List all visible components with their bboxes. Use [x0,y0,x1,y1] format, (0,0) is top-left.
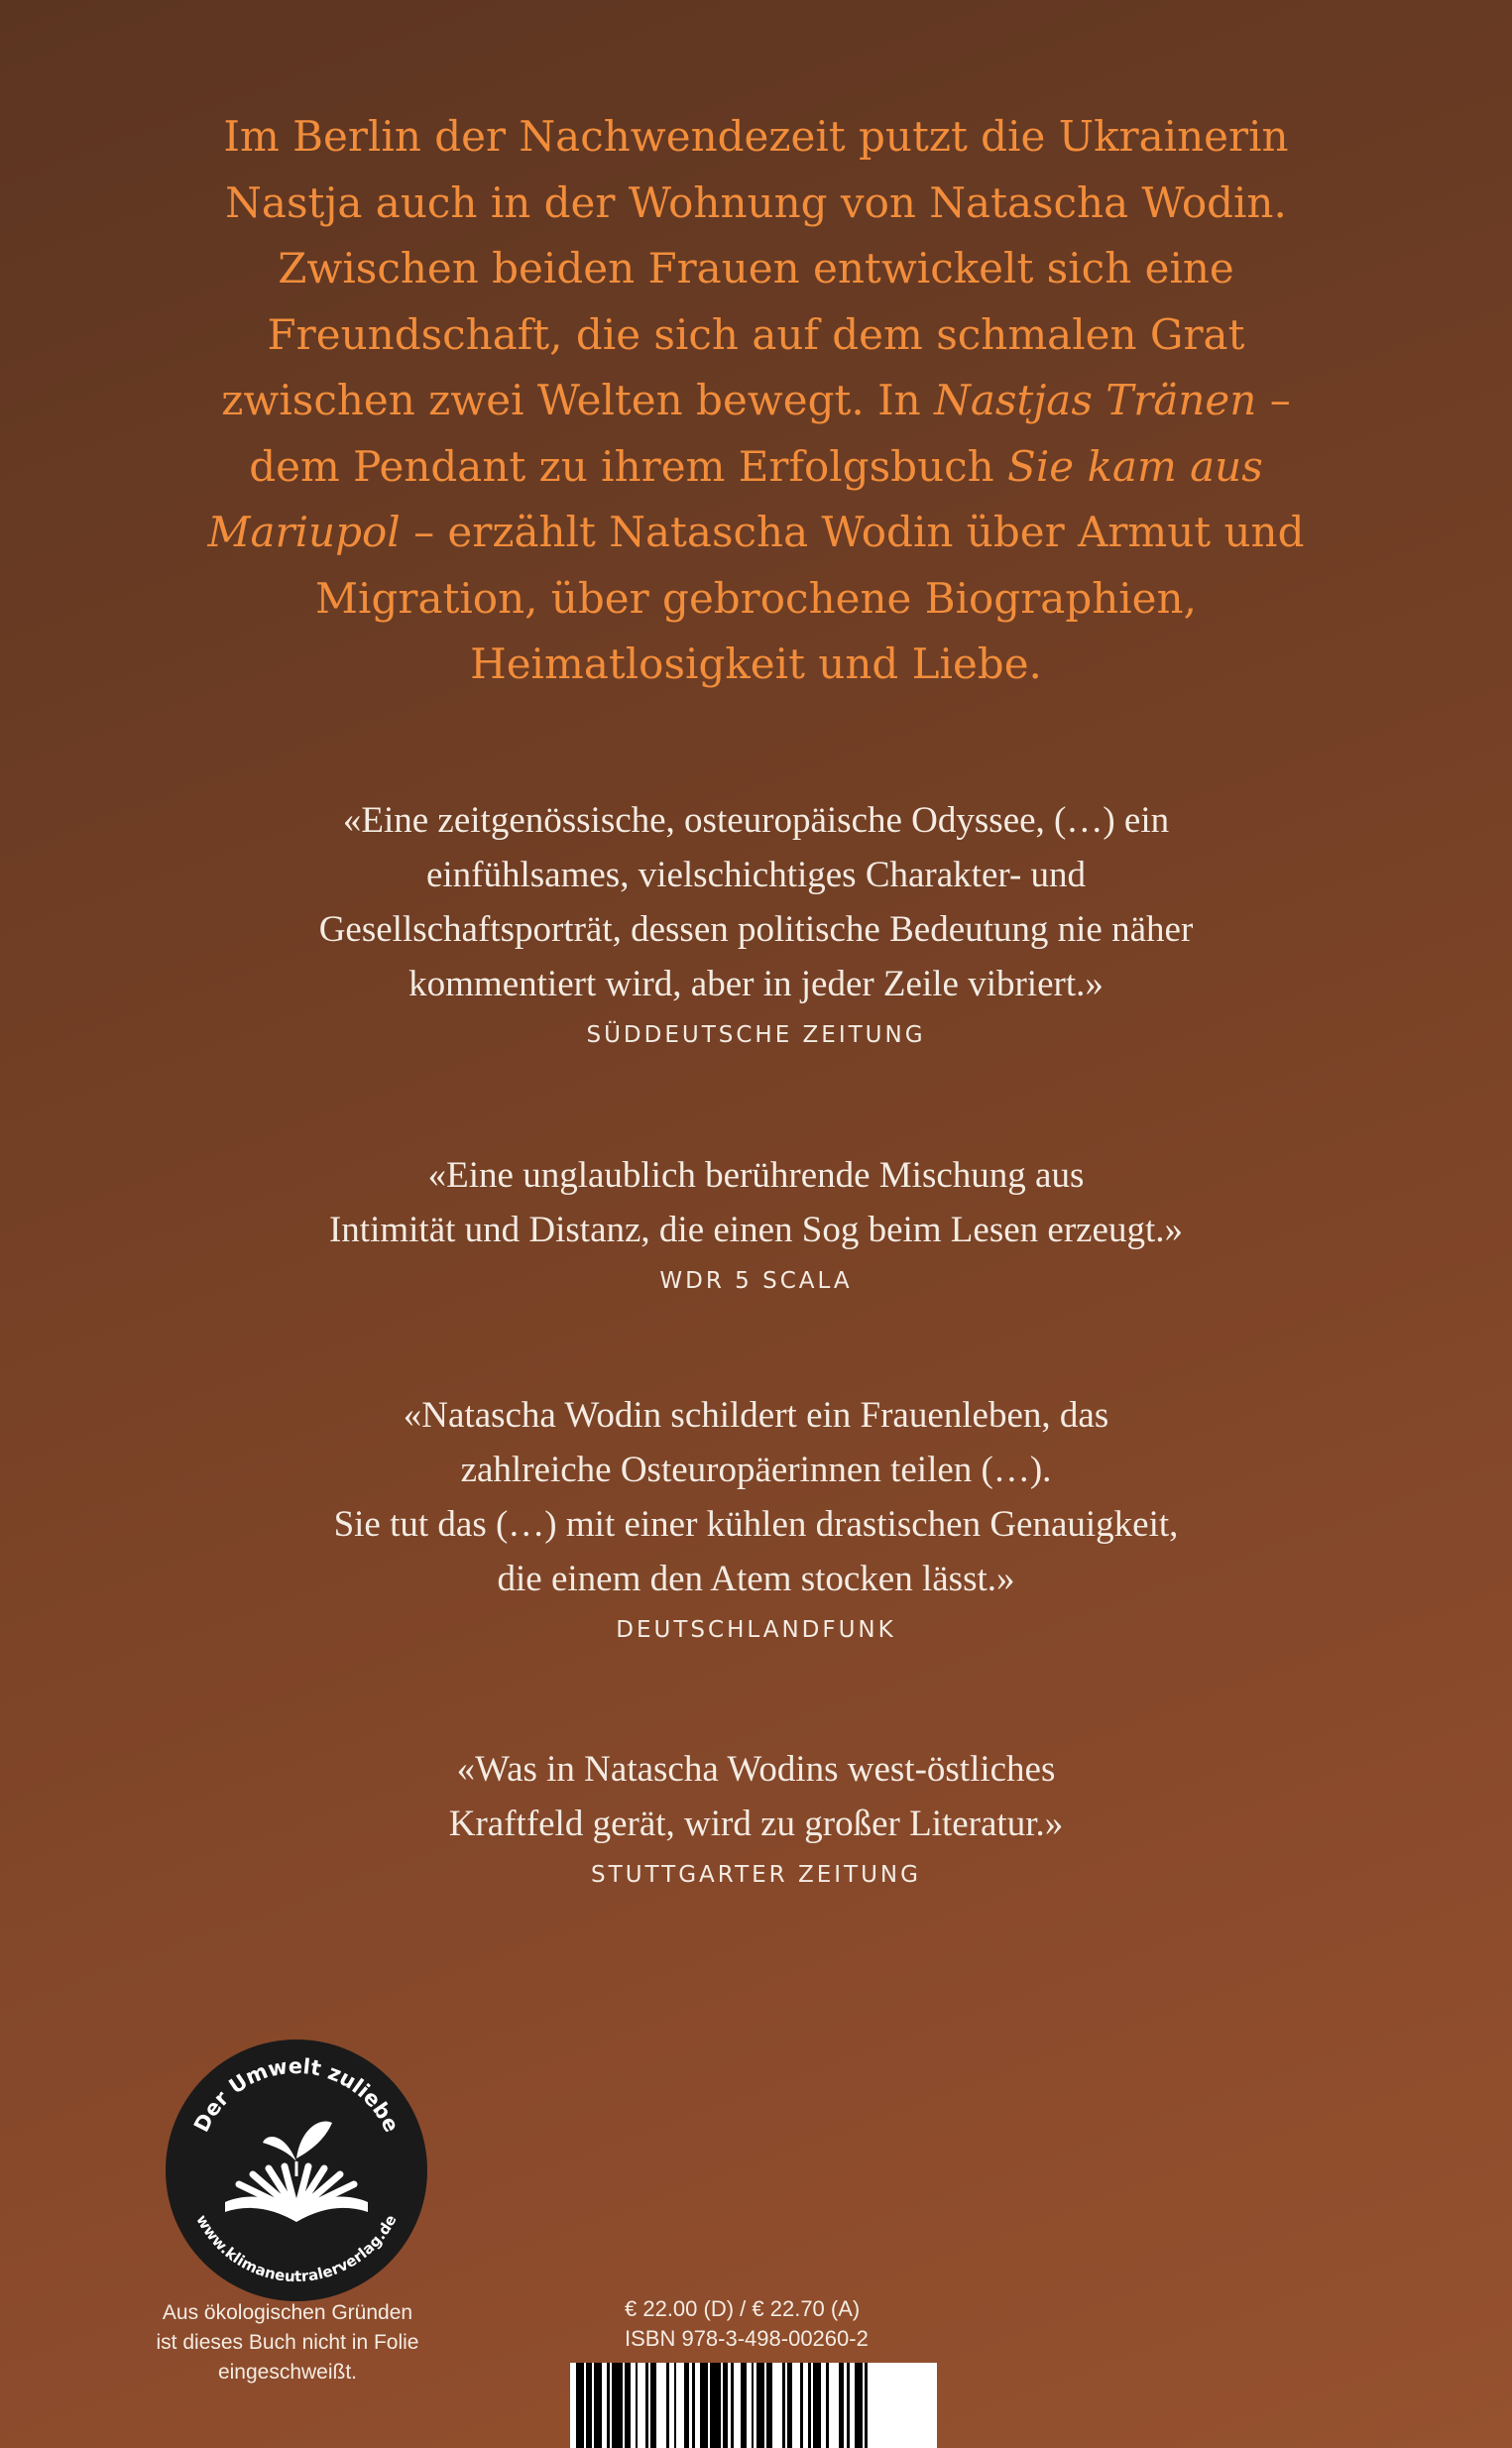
barcode [570,2363,937,2448]
quote-line: Gesellschaftsporträt, dessen politische Bedeutung nie näher [318,909,1194,950]
quote-line: «Eine unglaublich berührende Mischung aus [427,1155,1085,1196]
blurb-part-3: – erzählt Natascha Wodin über Armut und Migration, über gebrochene Biographien, Heimatlosigkeit und Liebe. [315,508,1305,688]
barcode-bar [766,2363,771,2448]
quote-line: kommentiert wird, aber in jeder Zeile vibriert.» [408,964,1104,1004]
eco-note [109,2298,466,2388]
price-block [625,2294,952,2354]
barcode-bar [731,2363,734,2448]
barcode-bar [612,2363,622,2448]
review-quote [178,793,1334,1053]
review-quote [178,1148,1334,1299]
quote-source: STUTTGARTER ZEITUNG [591,1862,921,1888]
review-quote [178,1742,1334,1893]
blurb-text [198,104,1314,698]
isbn-text: ISBN 978-3-498-00260-2 [625,2326,869,2351]
barcode-bar [787,2363,792,2448]
blurb-title-1: Nastjas Tränen [934,376,1257,424]
barcode-bar [666,2363,669,2448]
barcode-bar [586,2363,591,2448]
quote-line: «Was in Natascha Wodins west-östliches [456,1749,1056,1790]
blurb-part-1: Im Berlin der Nachwendezeit putzt die Ukrainerin Nastja auch in der Wohnung von Natascha Wodin. Zwischen beiden Frauen entwickelt sich eine Freundschaft, die sich auf dem schmalen Grat zwischen zwei Welten bewegt. In [221,112,1289,424]
barcode-bar [684,2363,689,2448]
barcode-bar [645,2363,648,2448]
eco-note-line: ist dieses Buch nicht in Folie [156,2331,419,2354]
quote-line: Intimität und Distanz, die einen Sog beim Lesen erzeugt.» [328,1210,1184,1250]
barcode-bar [692,2363,695,2448]
barcode-bar [865,2363,868,2448]
price-text: € 22.00 (D) / € 22.70 (A) [625,2296,861,2321]
quote-line: Kraftfeld gerät, wird zu großer Literatur.» [448,1804,1064,1844]
barcode-bar [808,2363,811,2448]
barcode-bar [847,2363,850,2448]
barcode-bar [625,2363,630,2448]
review-quote [178,1388,1334,1648]
barcode-bar [700,2363,708,2448]
quote-line: einfühlsames, vielschichtiges Charakter- und [425,855,1087,895]
quote-line: «Eine zeitgenössische, osteuropäische Odyssee, (…) ein [342,800,1170,841]
barcode-bar [752,2363,755,2448]
quote-line: Sie tut das (…) mit einer kühlen drastischen Genauigkeit, [333,1504,1179,1545]
barcode-bar [741,2363,746,2448]
barcode-bar [674,2363,677,2448]
barcode-bar [756,2363,764,2448]
blurb-title-2: Sie kam aus Mariupol [207,441,1263,556]
seal-top-text: Der Umwelt zuliebe [188,2053,405,2137]
barcode-bar [855,2363,863,2448]
blurb-part-2: – dem Pendant zu ihrem Erfolgsbuch [249,376,1291,491]
quote-line: die einem den Atem stocken lässt.» [497,1559,1015,1599]
barcode-bar [594,2363,602,2448]
barcode-bar [800,2363,803,2448]
quote-line: zahlreiche Osteuropäerinnen teilen (…). [460,1450,1052,1490]
barcode-bar [782,2363,785,2448]
barcode-bar [813,2363,821,2448]
quote-line: «Natascha Wodin schildert ein Frauenleben, das [403,1395,1109,1436]
barcode-bar [826,2363,829,2448]
barcode-bar [710,2363,720,2448]
climate-neutral-seal [164,2038,429,2303]
eco-note-line: eingeschweißt. [217,2361,358,2384]
seal-bottom-text: www.klimaneutralerverlag.de [192,2211,401,2286]
eco-note-line: Aus ökologischen Gründen [162,2301,413,2324]
barcode-bar [650,2363,655,2448]
quote-source: WDR 5 SCALA [659,1268,853,1294]
barcode-bar [607,2363,610,2448]
barcode-bar [576,2363,584,2448]
barcode-bar [723,2363,728,2448]
quote-source: DEUTSCHLANDFUNK [616,1617,896,1643]
quote-source: SÜDDEUTSCHE ZEITUNG [586,1022,926,1048]
barcode-bar [839,2363,844,2448]
barcode-bar [636,2363,639,2448]
